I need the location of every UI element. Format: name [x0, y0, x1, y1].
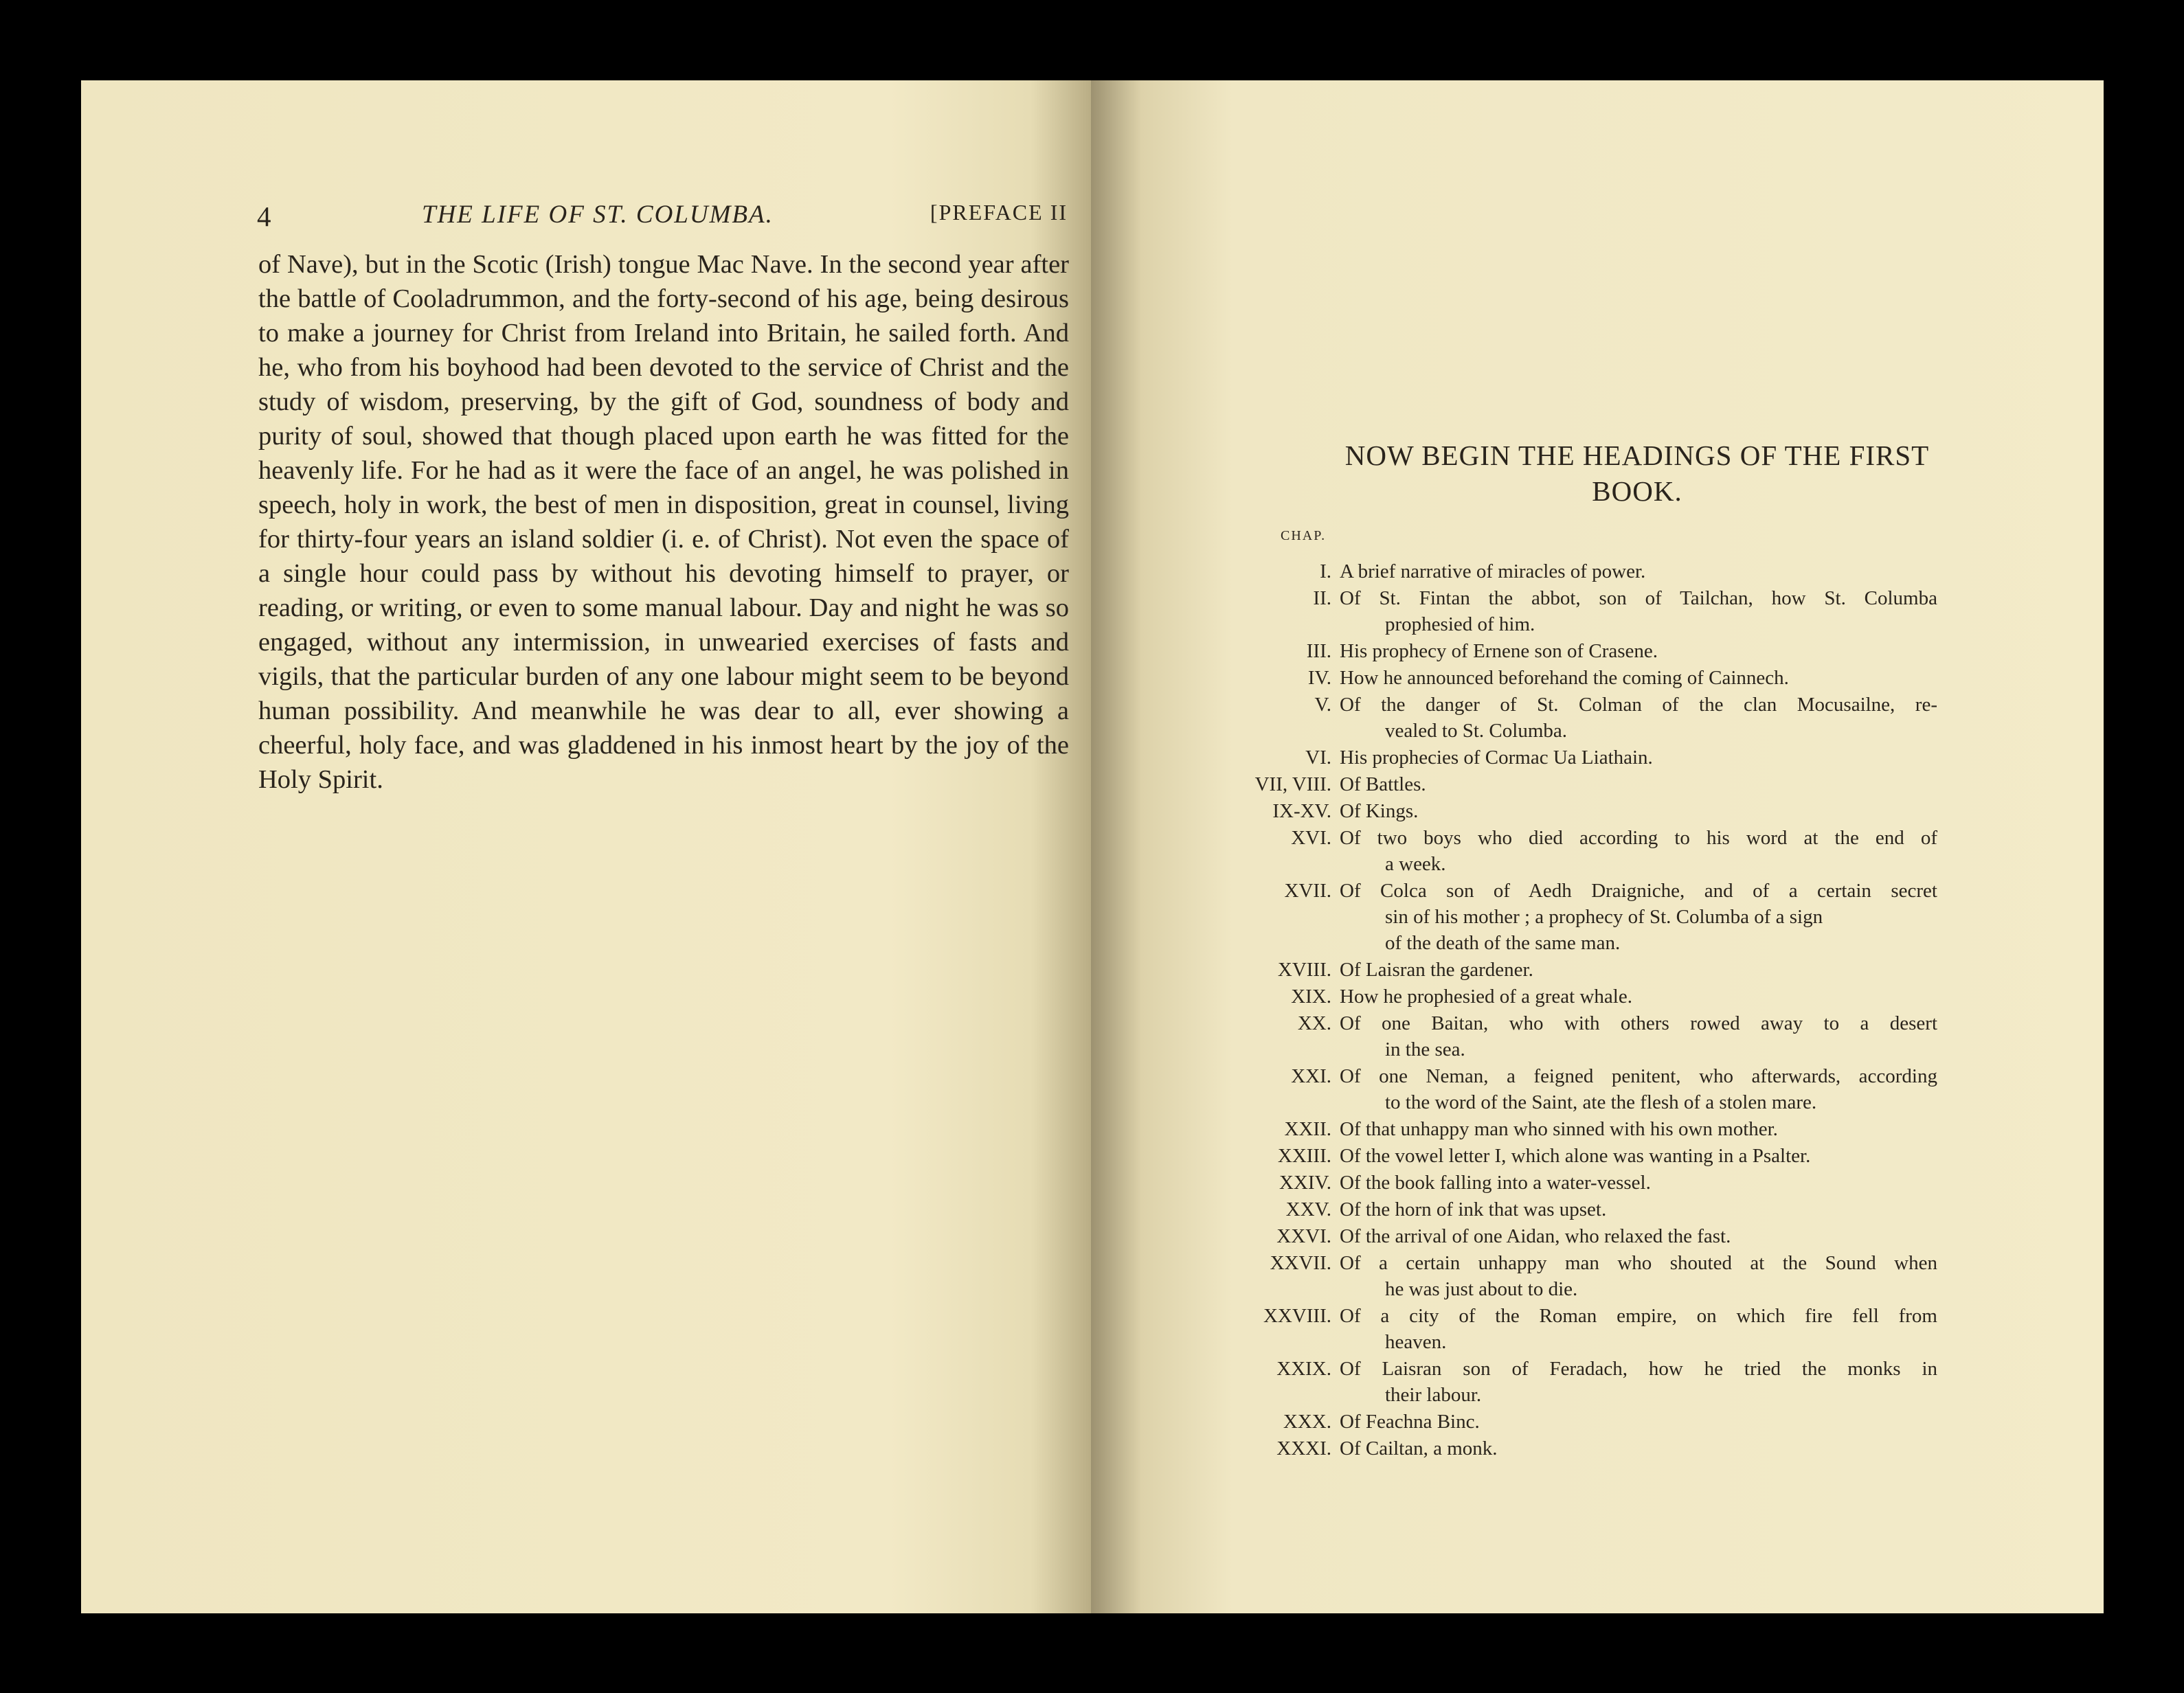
chapter-title [1340, 1409, 1937, 1435]
chapter-title-line: of the death of the same man. [1385, 932, 1621, 954]
chapter-title-line: Of Kings. [1340, 800, 1419, 822]
chapter-number: VI. [1305, 747, 1331, 769]
book-spread [81, 80, 2104, 1613]
chapter-title-line: How he announced beforehand the coming of Cainnech. [1340, 667, 1789, 689]
chapter-title [1340, 1010, 1937, 1063]
chapter-number: XVII. [1284, 880, 1331, 902]
chapter-title [1340, 1356, 1937, 1408]
chapter-title-line: to the word of the Saint, ate the flesh of a stolen mare. [1385, 1091, 1817, 1113]
chapter-title [1340, 638, 1937, 664]
chapter-title-line: their labour. [1385, 1384, 1482, 1406]
chapter-title-line: in the sea. [1385, 1038, 1465, 1060]
chap-column-label: CHAP. [1281, 528, 1327, 543]
chapter-number: XXIX. [1276, 1358, 1331, 1380]
chapter-title-line: Of Battles. [1340, 773, 1426, 795]
page-number: 4 [257, 201, 271, 232]
chapter-number: XXXI. [1276, 1438, 1331, 1459]
chapter-title [1340, 745, 1937, 771]
chapter-title [1340, 585, 1937, 637]
left-page [81, 80, 1091, 1613]
chapter-title-line: a week. [1385, 853, 1446, 875]
chapter-title [1340, 1196, 1937, 1223]
chapter-title [1340, 878, 1937, 956]
chapter-number: XXII. [1284, 1118, 1331, 1140]
chapter-title [1340, 665, 1937, 691]
chapter-number: V. [1314, 694, 1331, 716]
chapter-number: XXIV. [1279, 1172, 1331, 1194]
chapter-number: XXVII. [1270, 1252, 1331, 1274]
chapter-title-line: sin of his mother ; a prophecy of St. Columba of a sign [1385, 906, 1823, 928]
chapter-title-line: His prophecy of Ernene son of Crasene. [1340, 640, 1658, 662]
chapter-headings-list [1091, 80, 2104, 1613]
chapter-title [1340, 1435, 1937, 1462]
chapter-number: XVI. [1291, 827, 1331, 849]
preface-body-text: of Nave), but in the Scotic (Irish) tongue Mac Nave. In the second year after the battle of Cooladrummon, and the forty-second of his age, being desirous to make a journey for Christ from Ireland into Britain, he sailed forth. And he, who from his boyhood had been devoted to the service of Christ and the study of wisdom, preserving, by the gift of God, soundness of body and purity of soul, showed that though placed upon earth he was fitted for the heavenly life. For he had as it were the face of an angel, he was polished in speech, holy in work, the best of men in disposition, great in counsel, living for thirty-four years an island soldier (i. e. of Christ). Not even the space of a single hour could pass by without his devoting himself to prayer, or reading, or writing, or even to some manual labour. Day and night he was so engaged, without any intermission, in unwearied exercises of fasts and vigils, that the particular burden of any one labour might seem to be beyond human possibility. And meanwhile he was dear to all, ever showing a cheerful, holy face, and was gladdened in his inmost heart by the joy of the Holy Spirit. [258, 250, 1069, 794]
chapter-number: IX-XV. [1272, 800, 1331, 822]
chapter-title-line: A brief narrative of miracles of power. [1340, 560, 1646, 582]
chapter-number: XXX. [1283, 1411, 1331, 1433]
chapter-number: II. [1313, 587, 1331, 609]
chapter-title [1340, 1250, 1937, 1302]
right-page [1091, 80, 2104, 1613]
chapter-number: XXVI. [1276, 1225, 1331, 1247]
chapter-title-line: Of the vowel letter I, which alone was wanting in a Psalter. [1340, 1145, 1811, 1167]
running-header [257, 196, 1068, 237]
chapter-title-line: Of two boys who died according to his word at the end of [1340, 827, 1937, 849]
chapter-title [1340, 825, 1937, 877]
chapter-number: XIX. [1291, 986, 1331, 1008]
chapter-title [1340, 984, 1937, 1010]
chapter-title-line: Of a certain unhappy man who shouted at the Sound when [1340, 1252, 1937, 1274]
chapter-number: XX. [1297, 1012, 1331, 1034]
chapter-title-line: Of St. Fintan the abbot, son of Tailchan, how St. Columba [1340, 587, 1937, 609]
chapter-headings-title: NOW BEGIN THE HEADINGS OF THE FIRST BOOK. [1344, 440, 1930, 507]
chapter-title-line: Of the danger of St. Colman of the clan Mocusailne, re- [1340, 694, 1937, 716]
chapter-title [1340, 1116, 1937, 1142]
chapter-title-line: Of Feachna Binc. [1340, 1411, 1480, 1433]
chapter-title-line: he was just about to die. [1385, 1278, 1578, 1300]
chapter-title [1340, 798, 1937, 824]
running-title: THE LIFE OF ST. COLUMBA. [422, 201, 774, 229]
chapter-title-line: prophesied of him. [1385, 613, 1535, 635]
chapter-number: IV. [1307, 667, 1331, 689]
chapter-title-line: Of Laisran the gardener. [1340, 959, 1533, 981]
chapter-title-line: Of one Neman, a feigned penitent, who afterwards, according [1340, 1065, 1937, 1087]
chapter-number: XVIII. [1277, 959, 1331, 981]
chapter-number: XXI. [1291, 1065, 1331, 1087]
chapter-title-line: His prophecies of Cormac Ua Liathain. [1340, 747, 1653, 769]
chapter-title-line: Of Cailtan, a monk. [1340, 1438, 1498, 1459]
chapter-title [1340, 771, 1937, 797]
chapter-number: VII, VIII. [1254, 773, 1331, 795]
chapter-title [1340, 692, 1937, 744]
chapter-title-line: heaven. [1385, 1331, 1447, 1353]
chapter-title [1340, 1170, 1937, 1196]
section-label: [PREFACE II [930, 200, 1068, 225]
chapter-title-line: vealed to St. Columba. [1385, 720, 1567, 742]
chapter-number: XXIII. [1277, 1145, 1331, 1167]
chapter-title-line: Of a city of the Roman empire, on which fire fell from [1340, 1305, 1937, 1327]
chapter-title-line: Of Laisran son of Feradach, how he tried the monks in [1340, 1358, 1937, 1380]
chapter-title-line: Of the arrival of one Aidan, who relaxed the fast. [1340, 1225, 1731, 1247]
chapter-title [1340, 1303, 1937, 1355]
chapter-number: III. [1306, 640, 1331, 662]
chapter-title [1340, 1223, 1937, 1249]
chapter-title [1340, 1063, 1937, 1115]
chapter-number: I. [1320, 560, 1331, 582]
chapter-title [1340, 558, 1937, 584]
chapter-number: XXV. [1285, 1198, 1331, 1220]
chapter-title-line: Of one Baitan, who with others rowed away to a desert [1340, 1012, 1937, 1034]
chapter-title-line: How he prophesied of a great whale. [1340, 986, 1632, 1008]
chapter-title-line: Of Colca son of Aedh Draigniche, and of a certain secret [1340, 880, 1937, 902]
chapter-title [1340, 1143, 1937, 1169]
chapter-title-line: Of that unhappy man who sinned with his own mother. [1340, 1118, 1778, 1140]
chapter-number: XXVIII. [1263, 1305, 1331, 1327]
chapter-title-line: Of the horn of ink that was upset. [1340, 1198, 1607, 1220]
chapter-title-line: Of the book falling into a water-vessel. [1340, 1172, 1651, 1194]
chapter-title [1340, 957, 1937, 983]
